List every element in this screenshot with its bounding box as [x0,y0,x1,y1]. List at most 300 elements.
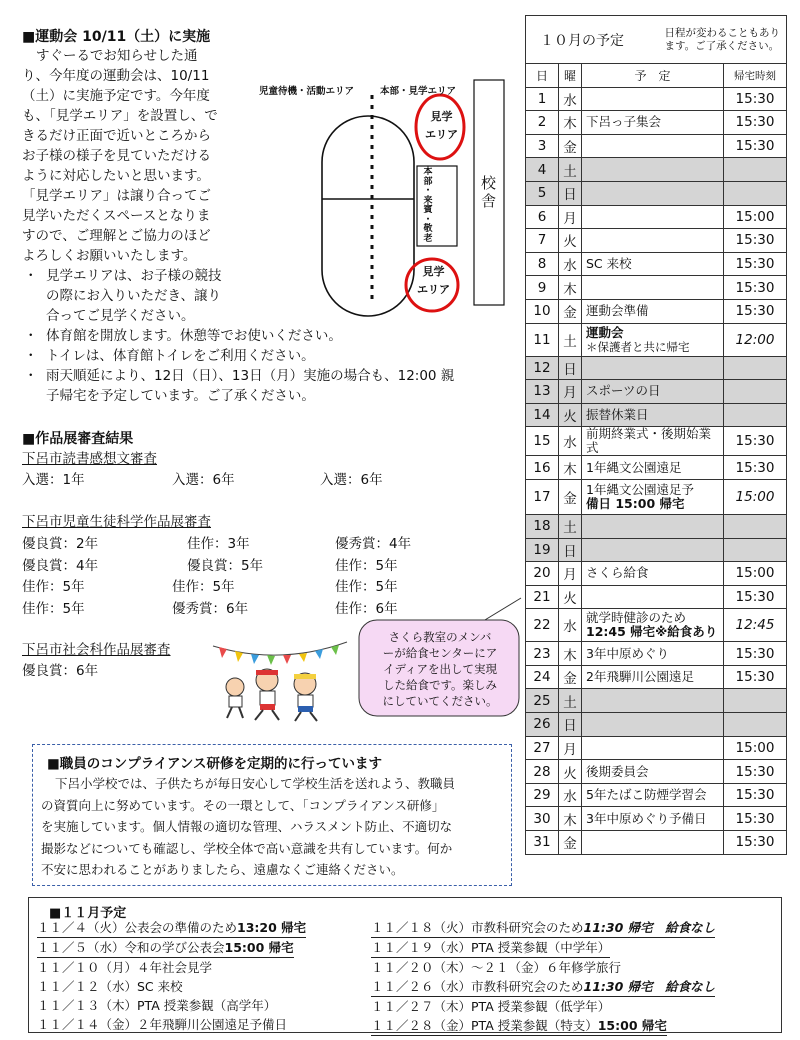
map-viewing-area-bottom [417,263,450,299]
hq-char: 来 [423,195,433,206]
bubble-text [369,629,511,709]
event-cell [582,134,724,158]
event-cell [582,514,724,538]
hq-char: 部 [423,176,433,187]
return-time-cell [724,689,787,713]
return-time-cell [724,713,787,737]
return-time-cell: 15:30 [724,252,787,276]
event-cell [582,158,724,182]
weekday-cell: 日 [559,713,582,737]
schedule-row [526,609,787,642]
return-time-cell: 15:30 [724,760,787,784]
event-cell [582,456,724,480]
hq-char: 敬 [423,224,433,234]
day-cell: 22 [526,609,559,642]
return-time-cell [724,356,787,380]
november-item-text: １１／２０（木）～２１（金）６年修学旅行 [371,960,622,975]
day-cell: 8 [526,252,559,276]
para-line: 「見学エリア」は譲り合ってご [22,188,211,204]
event-cell [582,760,724,784]
compliance-box [32,744,512,886]
award-row [22,534,411,556]
november-item-text: １１／２７（木）PTA 授業参観（低学年） [371,999,611,1014]
day-cell: 20 [526,562,559,586]
award-cell: 優良賞：5年 [187,557,264,574]
bullet-mark: ・ [24,348,38,364]
return-time-cell: 15:30 [724,229,787,253]
schedule-row [526,713,787,737]
return-time-cell: 15:30 [724,276,787,300]
works-social-title [22,640,171,661]
schedule-body [526,87,787,854]
day-cell: 18 [526,514,559,538]
event-cell [582,252,724,276]
award-cell: 優良賞：2年 [22,536,99,552]
event-cell [582,380,724,404]
day-cell: 16 [526,456,559,480]
award-cell: 優秀賞：4年 [335,536,412,552]
works-science-title [22,512,211,533]
bubble-line: した給食です。楽しみ [382,678,498,692]
award-cell: 佳作：3年 [187,536,250,552]
schedule-row [526,158,787,182]
november-item-text: １１／１９（水）PTA 授業参観（中学年） [371,940,611,955]
event-subtext: ＊保護者と共に帰宅 [586,339,690,354]
hq-char: 本 [423,167,433,177]
event-text: 運動会 [586,324,624,340]
november-right-column [371,918,781,1036]
sportsday-paragraph [22,46,254,266]
para-line: すので、ご理解とご協力のほど [22,228,211,244]
day-cell: 9 [526,276,559,300]
schedule-row [526,427,787,456]
schedule-title-cell [526,16,787,64]
note-line: ます。ご了承ください。 [664,39,780,52]
event-cell [582,479,724,514]
weekday-cell: 火 [559,403,582,427]
bubble-line: イディアを出して実現 [382,662,498,676]
schedule-title-row [526,16,787,64]
event-text: 3年中原めぐり予備日 [586,810,707,826]
november-item-highlight: 15:00 帰宅 [224,940,294,955]
award-cell: 佳作：5年 [335,557,398,574]
col-weekday-header: 曜 [559,64,582,88]
bullet-line: 見学エリアは、お子様の競技 [46,268,222,284]
schedule-row [526,456,787,480]
day-cell: 27 [526,736,559,760]
para-line: ように対応したいと思います。 [22,168,210,184]
para-line: （土）に実施予定です。今年度 [22,88,210,104]
return-time-cell: 15:30 [724,299,787,323]
area-line: エリア [417,283,450,296]
col-time-header: 帰宅時刻 [724,64,787,88]
november-item-highlight: 11:30 帰宅 給食なし [583,979,716,994]
event-cell [582,276,724,300]
bullet-item [24,366,524,406]
november-item-text: １１／５（水）令和の学び公表会 [37,940,225,955]
event-cell [582,181,724,205]
day-cell: 28 [526,760,559,784]
event-cell [582,665,724,689]
award-cell: 佳作：5年 [172,579,235,595]
weekday-cell: 月 [559,562,582,586]
day-cell: 21 [526,585,559,609]
event-cell [582,689,724,713]
bullet-mark: ・ [24,328,38,344]
running-children-illustration [205,632,355,722]
para-line: り、今年度の運動会は、10/11 [22,68,210,84]
speech-bubble [355,596,523,722]
weekday-cell: 金 [559,299,582,323]
november-item [37,938,294,958]
november-item [37,918,306,938]
weekday-cell: 月 [559,380,582,404]
schedule-row [526,229,787,253]
award-cell: 優良賞：6年 [22,663,99,679]
return-time-cell: 15:30 [724,134,787,158]
area-line: 見学 [422,265,445,278]
schedule-row [526,111,787,135]
bullet-line: 体育館を開放します。休憩等でお使いください。 [46,328,342,344]
hq-char: ・ [423,214,433,225]
november-item-text: １１／２６（水）市教科研究会のため [371,979,584,994]
return-time-cell [724,380,787,404]
day-cell: 31 [526,831,559,855]
return-time-cell [724,514,787,538]
event-text: 5年たばこ防煙学習会 [586,787,707,803]
area-line: 見学 [430,110,453,123]
bullet-mark: ・ [24,368,38,384]
return-time-cell: 15:00 [724,562,787,586]
november-box [28,897,782,1033]
november-item-text: １１／４（火）公表会の準備のため [37,920,238,935]
bullet-line: 合ってご見学ください。 [46,308,195,324]
day-cell: 23 [526,642,559,666]
event-cell [582,87,724,111]
day-cell: 11 [526,323,559,356]
november-item-highlight: 13:20 帰宅 [237,920,307,935]
event-text: SC 来校 [586,256,632,272]
november-item-text: １１／１３（木）PTA 授業参観（高学年） [37,998,277,1013]
bullet-item [24,346,524,366]
bullet-line: の際にお入りいただき、譲り [46,288,221,304]
hq-char: 老 [423,233,433,244]
hq-char: 賓 [423,205,433,215]
november-item-text: １１／１０（月）４年社会見学 [37,960,213,975]
november-item-highlight: 15:00 帰宅 [597,1018,667,1033]
event-cell [582,205,724,229]
november-item-text: １１／１８（火）市教科研究会のため [371,920,584,935]
reading-title-text: 下呂市読書感想文審査 [22,451,157,467]
november-item [371,1016,667,1036]
day-cell: 13 [526,380,559,404]
weekday-cell: 火 [559,229,582,253]
event-text: 1年縄文公園遠足 [586,459,682,475]
event-cell [582,585,724,609]
schedule-row [526,181,787,205]
compliance-body [41,773,509,881]
event-cell [582,111,724,135]
event-cell [582,427,724,456]
day-cell: 4 [526,158,559,182]
weekday-cell: 水 [559,783,582,807]
october-schedule-table [525,15,787,855]
november-item-text: １１／１２（水）SC 来校 [37,979,183,994]
sportsday-heading: ■運動会 10/11（土）に実施 [22,29,211,45]
event-text: 2年飛騨川公園遠足 [586,669,694,685]
works-social-row [22,661,98,683]
area-line: エリア [425,128,458,141]
award-cell: 佳作：5年 [335,579,398,595]
weekday-cell: 日 [559,538,582,562]
november-item-highlight: 11:30 帰宅 給食なし [583,920,716,935]
return-time-cell: 15:30 [724,427,787,456]
november-item [37,977,392,996]
return-time-cell: 12:45 [724,609,787,642]
return-time-cell: 15:30 [724,665,787,689]
event-subtext: 12:45 帰宅※給食あり [586,624,718,640]
return-time-cell: 15:00 [724,736,787,760]
return-time-cell [724,158,787,182]
award-row [22,577,411,599]
event-text: スポーツの日 [586,383,661,399]
weekday-cell: 金 [559,479,582,514]
schedule-row [526,831,787,855]
return-time-cell: 15:30 [724,783,787,807]
compliance-line: を実施しています。個人情報の適切な管理、ハラスメント防止、不適切な [41,819,453,834]
weekday-cell: 木 [559,456,582,480]
weekday-cell: 水 [559,427,582,456]
schedule-row [526,807,787,831]
event-cell [582,783,724,807]
weekday-cell: 木 [559,807,582,831]
november-item-text: １１／２８（金）PTA 授業参観（特支） [371,1018,598,1033]
november-item [37,996,392,1015]
weekday-cell: 月 [559,736,582,760]
weekday-cell: 水 [559,252,582,276]
weekday-cell: 水 [559,87,582,111]
event-cell [582,807,724,831]
return-time-cell: 15:30 [724,585,787,609]
schedule-row [526,538,787,562]
school-char: 舎 [481,192,497,210]
november-item [371,958,781,977]
event-cell [582,562,724,586]
col-event-header: 予 定 [582,64,724,88]
col-day-header: 日 [526,64,559,88]
schedule-note [665,27,781,53]
schedule-row [526,514,787,538]
november-item [371,918,715,938]
day-cell: 3 [526,134,559,158]
venue-map [255,70,505,320]
map-label-right: 本部・見学エリア [380,86,457,97]
event-cell [582,323,724,356]
event-cell [582,356,724,380]
schedule-row [526,760,787,784]
social-title-text: 下呂市社会科作品展審査 [22,642,171,658]
schedule-row [526,665,787,689]
map-viewing-area-top [425,108,458,144]
bullet-line: トイレは、体育館トイレをご利用ください。 [46,348,315,364]
map-hq-label [421,168,435,244]
schedule-row [526,299,787,323]
day-cell: 5 [526,181,559,205]
schedule-row [526,585,787,609]
schedule-row [526,252,787,276]
event-cell [582,736,724,760]
schedule-row [526,562,787,586]
para-line: よろしくお願いいたします。 [22,248,197,264]
event-text: 運動会準備 [586,303,649,319]
schedule-row [526,205,787,229]
weekday-cell: 水 [559,609,582,642]
award-cell: 佳作：5年 [22,579,85,595]
day-cell: 19 [526,538,559,562]
award-cell: 優秀賞：6年 [172,600,249,617]
return-time-cell: 15:30 [724,456,787,480]
weekday-cell: 土 [559,514,582,538]
award-cell: 入選：1年 [22,472,85,488]
return-time-cell: 15:30 [724,831,787,855]
weekday-cell: 木 [559,111,582,135]
event-cell [582,538,724,562]
november-item [371,997,781,1016]
compliance-line: 撮影などについても確認し、学校全体で高い意識を共有しています。何か [41,840,453,856]
event-text: さくら給食 [586,565,649,581]
november-item [37,1015,392,1034]
bullet-item [24,326,524,346]
event-text: 1年縄文公園遠足予 [586,481,694,497]
schedule-row [526,479,787,514]
map-drawing [255,70,505,320]
weekday-cell: 火 [559,585,582,609]
event-cell [582,609,724,642]
day-cell: 29 [526,783,559,807]
para-line: すぐーるでお知らせした通 [36,48,198,64]
day-cell: 30 [526,807,559,831]
schedule-header-row [526,64,787,88]
illustration-drawing [205,632,355,722]
hq-char: ・ [423,186,433,196]
award-cell: 優良賞：4年 [22,557,99,574]
schedule-row [526,356,787,380]
compliance-line: 不安に思われることがありましたら、遠慮なくご連絡ください。 [41,862,404,877]
return-time-cell: 12:00 [724,323,787,356]
weekday-cell: 月 [559,205,582,229]
schedule-row [526,134,787,158]
event-cell [582,403,724,427]
award-cell: 佳作：6年 [335,600,398,617]
event-cell [582,299,724,323]
day-cell: 26 [526,713,559,737]
para-line: も、「見学エリア」を設置し、で [22,108,218,124]
return-time-cell: 15:30 [724,87,787,111]
schedule-row [526,783,787,807]
schedule-row [526,736,787,760]
event-cell [582,229,724,253]
return-time-cell [724,538,787,562]
weekday-cell: 日 [559,356,582,380]
event-text: 下呂っ子集会 [586,114,662,130]
works-reading-title [22,449,157,470]
november-item [371,938,610,958]
day-cell: 15 [526,427,559,456]
event-text: 後期委員会 [586,763,649,779]
weekday-cell: 木 [559,276,582,300]
return-time-cell [724,403,787,427]
day-cell: 1 [526,87,559,111]
award-cell: 入選：6年 [320,472,383,488]
weekday-cell: 火 [559,760,582,784]
weekday-cell: 土 [559,323,582,356]
return-time-cell: 15:00 [724,205,787,229]
event-text: 3年中原めぐり [586,645,669,661]
schedule-row [526,323,787,356]
day-cell: 2 [526,111,559,135]
compliance-line: の資質向上に努めています。その一環として、「コンプライアンス研修」 [41,797,445,813]
award-cell: 入選：6年 [172,472,235,488]
schedule-title: １０月の予定 [540,32,624,49]
para-line: お子様の様子を見ていただける [22,148,211,164]
map-school-building-label [481,174,496,210]
bubble-line: にしていてください。 [382,694,498,708]
award-row [22,599,411,621]
schedule-row [526,380,787,404]
schedule-row [526,642,787,666]
november-heading: ■１１月予定 [49,906,127,921]
day-cell: 24 [526,665,559,689]
november-item [37,958,392,977]
weekday-cell: 土 [559,158,582,182]
compliance-heading: ■職員のコンプライアンス研修を定期的に行っています [47,756,382,772]
bubble-line: さくら教室のメンバ [388,630,492,644]
november-item [371,977,715,997]
school-char: 校 [481,174,497,192]
weekday-cell: 金 [559,831,582,855]
november-left-column [37,918,392,1034]
bullet-mark: ・ [24,268,38,284]
event-text: 前期終業式・後期始業式 [586,426,712,456]
schedule-row [526,87,787,111]
para-line: きるだけ正面で近いところから [22,128,211,144]
day-cell: 10 [526,299,559,323]
works-heading: ■作品展審査結果 [22,431,134,447]
day-cell: 14 [526,403,559,427]
day-cell: 12 [526,356,559,380]
works-science-table [22,534,411,620]
schedule-row [526,403,787,427]
event-text: 振替休業日 [586,407,649,423]
day-cell: 6 [526,205,559,229]
science-title-text: 下呂市児童生徒科学作品展審査 [22,514,211,530]
return-time-cell [724,181,787,205]
event-cell [582,831,724,855]
map-label-left: 児童待機・活動エリア [259,86,355,97]
award-cell: 佳作：5年 [22,600,85,617]
award-row [22,556,411,578]
weekday-cell: 金 [559,134,582,158]
return-time-cell: 15:30 [724,111,787,135]
day-cell: 25 [526,689,559,713]
works-reading-row [22,470,383,492]
note-line: 日程が変わることもあり [664,26,780,39]
weekday-cell: 日 [559,181,582,205]
bullet-line: 子帰宅を予定しています。ご了承ください。 [46,388,315,404]
weekday-cell: 木 [559,642,582,666]
november-item-text: １１／１４（金）２年飛騨川公園遠足予備日 [37,1017,288,1032]
event-cell [582,713,724,737]
